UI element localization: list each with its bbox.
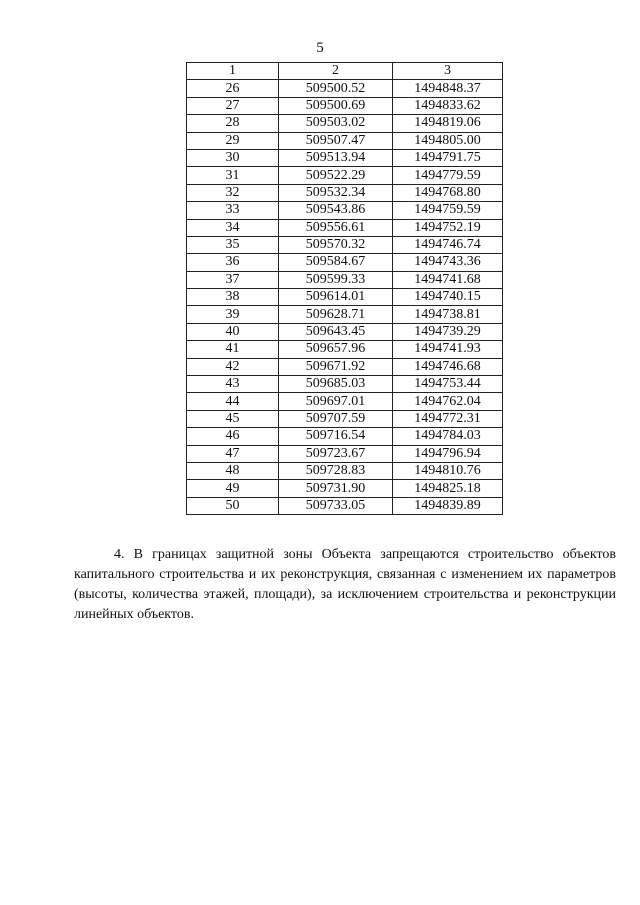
x-coordinate-cell: 509614.01 — [279, 289, 393, 306]
point-number-cell: 40 — [187, 323, 279, 340]
coordinates-table-body — [187, 63, 503, 515]
point-number-cell: 37 — [187, 271, 279, 288]
y-coordinate-cell: 1494740.15 — [393, 289, 503, 306]
page-number: 5 — [316, 40, 324, 56]
table-row — [187, 462, 503, 479]
y-coordinate-cell: 1494746.68 — [393, 358, 503, 375]
point-number-cell: 48 — [187, 462, 279, 479]
point-number-cell: 29 — [187, 132, 279, 149]
y-coordinate-cell: 1494779.59 — [393, 167, 503, 184]
table-row — [187, 497, 503, 514]
point-number-cell: 30 — [187, 149, 279, 166]
x-coordinate-cell: 509500.69 — [279, 97, 393, 114]
point-number-cell: 33 — [187, 202, 279, 219]
y-coordinate-cell: 1494825.18 — [393, 480, 503, 497]
point-number-cell: 32 — [187, 184, 279, 201]
y-coordinate-cell: 1494805.00 — [393, 132, 503, 149]
x-coordinate-cell: 509503.02 — [279, 115, 393, 132]
table-row — [187, 80, 503, 97]
point-number-cell: 36 — [187, 254, 279, 271]
x-coordinate-cell: 509707.59 — [279, 410, 393, 427]
x-coordinate-cell: 509728.83 — [279, 462, 393, 479]
table-row — [187, 393, 503, 410]
table-row — [187, 149, 503, 166]
table-row — [187, 323, 503, 340]
x-coordinate-cell: 509657.96 — [279, 341, 393, 358]
y-coordinate-cell: 1494759.59 — [393, 202, 503, 219]
table-row — [187, 480, 503, 497]
x-coordinate-cell: 509532.34 — [279, 184, 393, 201]
table-row — [187, 115, 503, 132]
y-coordinate-cell: 1494753.44 — [393, 376, 503, 393]
column-header-1: 1 — [187, 63, 279, 80]
x-coordinate-cell: 509671.92 — [279, 358, 393, 375]
x-coordinate-cell: 509716.54 — [279, 428, 393, 445]
y-coordinate-cell: 1494739.29 — [393, 323, 503, 340]
y-coordinate-cell: 1494833.62 — [393, 97, 503, 114]
y-coordinate-cell: 1494819.06 — [393, 115, 503, 132]
x-coordinate-cell: 509685.03 — [279, 376, 393, 393]
table-row — [187, 376, 503, 393]
table-row — [187, 445, 503, 462]
point-number-cell: 26 — [187, 80, 279, 97]
table-row — [187, 341, 503, 358]
point-number-cell: 28 — [187, 115, 279, 132]
table-row — [187, 132, 503, 149]
x-coordinate-cell: 509513.94 — [279, 149, 393, 166]
coordinates-table — [186, 62, 503, 515]
column-header-3: 3 — [393, 63, 503, 80]
point-number-cell: 50 — [187, 497, 279, 514]
y-coordinate-cell: 1494784.03 — [393, 428, 503, 445]
point-number-cell: 44 — [187, 393, 279, 410]
x-coordinate-cell: 509570.32 — [279, 236, 393, 253]
table-row — [187, 358, 503, 375]
y-coordinate-cell: 1494848.37 — [393, 80, 503, 97]
x-coordinate-cell: 509507.47 — [279, 132, 393, 149]
point-number-cell: 34 — [187, 219, 279, 236]
x-coordinate-cell: 509584.67 — [279, 254, 393, 271]
point-number-cell: 45 — [187, 410, 279, 427]
y-coordinate-cell: 1494839.89 — [393, 497, 503, 514]
point-number-cell: 49 — [187, 480, 279, 497]
y-coordinate-cell: 1494741.68 — [393, 271, 503, 288]
x-coordinate-cell: 509733.05 — [279, 497, 393, 514]
table-row — [187, 167, 503, 184]
x-coordinate-cell: 509723.67 — [279, 445, 393, 462]
point-number-cell: 42 — [187, 358, 279, 375]
x-coordinate-cell: 509628.71 — [279, 306, 393, 323]
point-number-cell: 47 — [187, 445, 279, 462]
y-coordinate-cell: 1494752.19 — [393, 219, 503, 236]
point-number-cell: 35 — [187, 236, 279, 253]
x-coordinate-cell: 509599.33 — [279, 271, 393, 288]
y-coordinate-cell: 1494762.04 — [393, 393, 503, 410]
table-header-row — [187, 63, 503, 80]
y-coordinate-cell: 1494796.94 — [393, 445, 503, 462]
table-row — [187, 184, 503, 201]
y-coordinate-cell: 1494743.36 — [393, 254, 503, 271]
point-number-cell: 39 — [187, 306, 279, 323]
point-number-cell: 27 — [187, 97, 279, 114]
point-number-cell: 31 — [187, 167, 279, 184]
x-coordinate-cell: 509697.01 — [279, 393, 393, 410]
point-number-cell: 43 — [187, 376, 279, 393]
table-row — [187, 271, 503, 288]
x-coordinate-cell: 509543.86 — [279, 202, 393, 219]
x-coordinate-cell: 509556.61 — [279, 219, 393, 236]
x-coordinate-cell: 509643.45 — [279, 323, 393, 340]
table-row — [187, 428, 503, 445]
y-coordinate-cell: 1494746.74 — [393, 236, 503, 253]
point-number-cell: 38 — [187, 289, 279, 306]
table-row — [187, 219, 503, 236]
y-coordinate-cell: 1494768.80 — [393, 184, 503, 201]
x-coordinate-cell: 509500.52 — [279, 80, 393, 97]
table-row — [187, 289, 503, 306]
x-coordinate-cell: 509731.90 — [279, 480, 393, 497]
table-row — [187, 236, 503, 253]
table-row — [187, 254, 503, 271]
y-coordinate-cell: 1494810.76 — [393, 462, 503, 479]
point-number-cell: 41 — [187, 341, 279, 358]
y-coordinate-cell: 1494772.31 — [393, 410, 503, 427]
x-coordinate-cell: 509522.29 — [279, 167, 393, 184]
y-coordinate-cell: 1494738.81 — [393, 306, 503, 323]
table-row — [187, 306, 503, 323]
table-row — [187, 410, 503, 427]
table-row — [187, 202, 503, 219]
y-coordinate-cell: 1494791.75 — [393, 149, 503, 166]
point-number-cell: 46 — [187, 428, 279, 445]
y-coordinate-cell: 1494741.93 — [393, 341, 503, 358]
body-paragraph: 4. В границах защитной зоны Объекта запрещаются строительство объектов капитального строительства и их реконструкция, связанная с изменением их параметров (высоты, количества этажей, площади), за исключением строительства и реконструкции линейных объектов. — [74, 547, 616, 622]
column-header-2: 2 — [279, 63, 393, 80]
table-row — [187, 97, 503, 114]
